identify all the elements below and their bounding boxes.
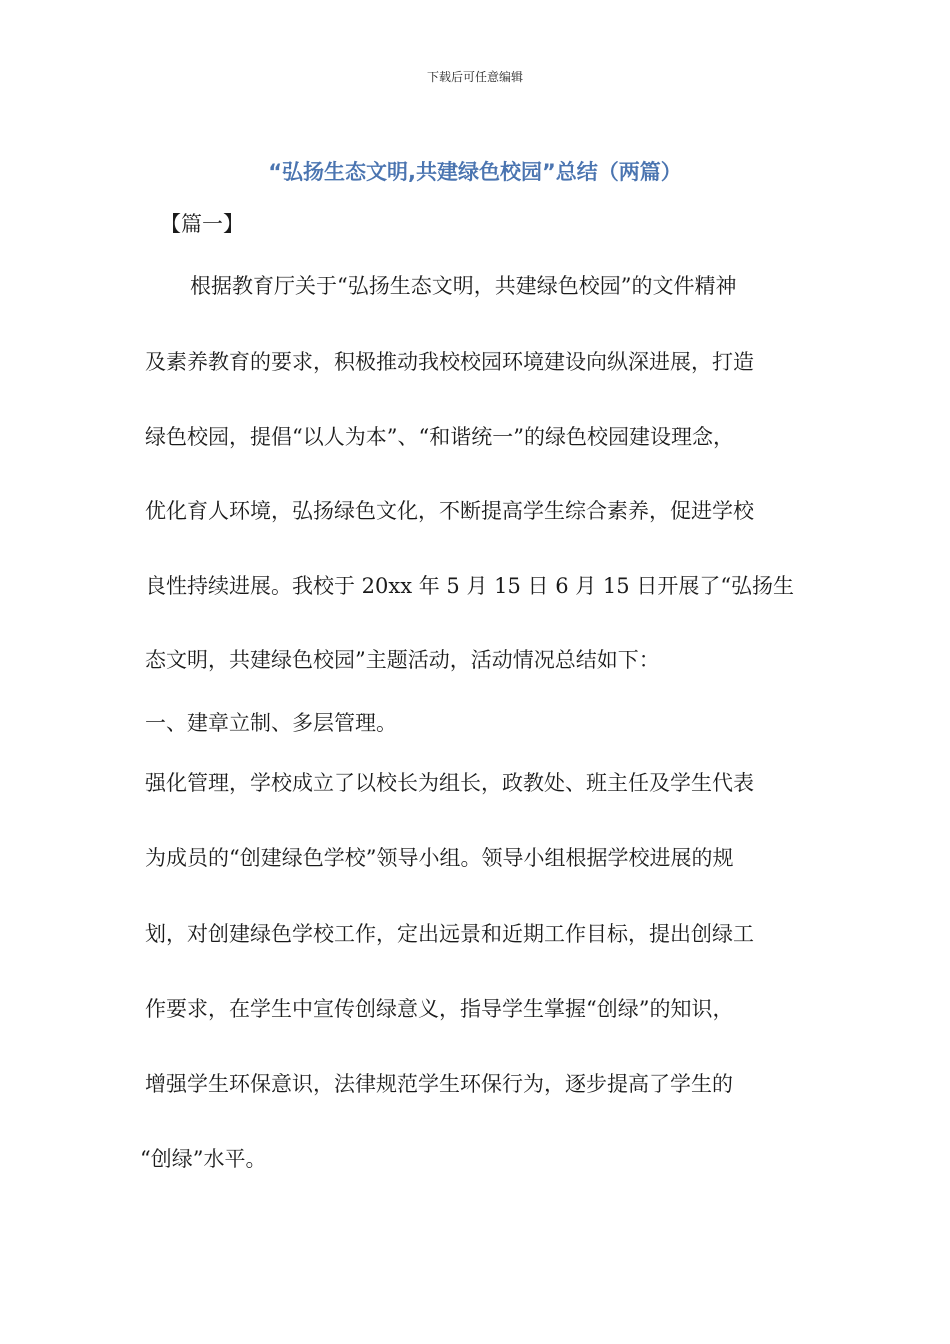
paragraph-line: 强化管理，学校成立了以校长为组长，政教处、班主任及学生代表 <box>145 771 754 795</box>
paragraph-line: 增强学生环保意识，法律规范学生环保行为，逐步提高了学生的 <box>145 1072 733 1096</box>
paragraph-line: 良性持续进展。我校于 20xx 年 5 月 15 日 6 月 15 日开展了“弘扬生 <box>145 574 795 598</box>
paragraph-line: “创绿”水平。 <box>140 1147 267 1171</box>
paragraph-line: 态文明，共建绿色校园”主题活动，活动情况总结如下： <box>145 648 660 672</box>
section-heading: 一、建章立制、多层管理。 <box>145 711 397 735</box>
paragraph-line: 绿色校园，提倡“以人为本”、“和谐统一”的绿色校园建设理念， <box>145 425 734 449</box>
paragraph-line: 根据教育厅关于“弘扬生态文明，共建绿色校园”的文件精神 <box>190 274 737 298</box>
paragraph-line: 划，对创建绿色学校工作，定出远景和近期工作目标，提出创绿工 <box>145 922 754 946</box>
paragraph-line: 及素养教育的要求，积极推动我校校园环境建设向纵深进展，打造 <box>145 350 754 374</box>
document-title: “弘扬生态文明,共建绿色校园”总结（两篇） <box>268 160 682 184</box>
paragraph-line: 为成员的“创建绿色学校”领导小组。领导小组根据学校进展的规 <box>145 846 734 870</box>
paragraph-line: 作要求，在学生中宣传创绿意义，指导学生掌握“创绿”的知识， <box>145 997 734 1021</box>
section-label: 【篇一】 <box>160 212 244 236</box>
header-note: 下载后可任意编辑 <box>426 70 523 84</box>
paragraph-line: 优化育人环境，弘扬绿色文化，不断提高学生综合素养，促进学校 <box>145 499 754 523</box>
